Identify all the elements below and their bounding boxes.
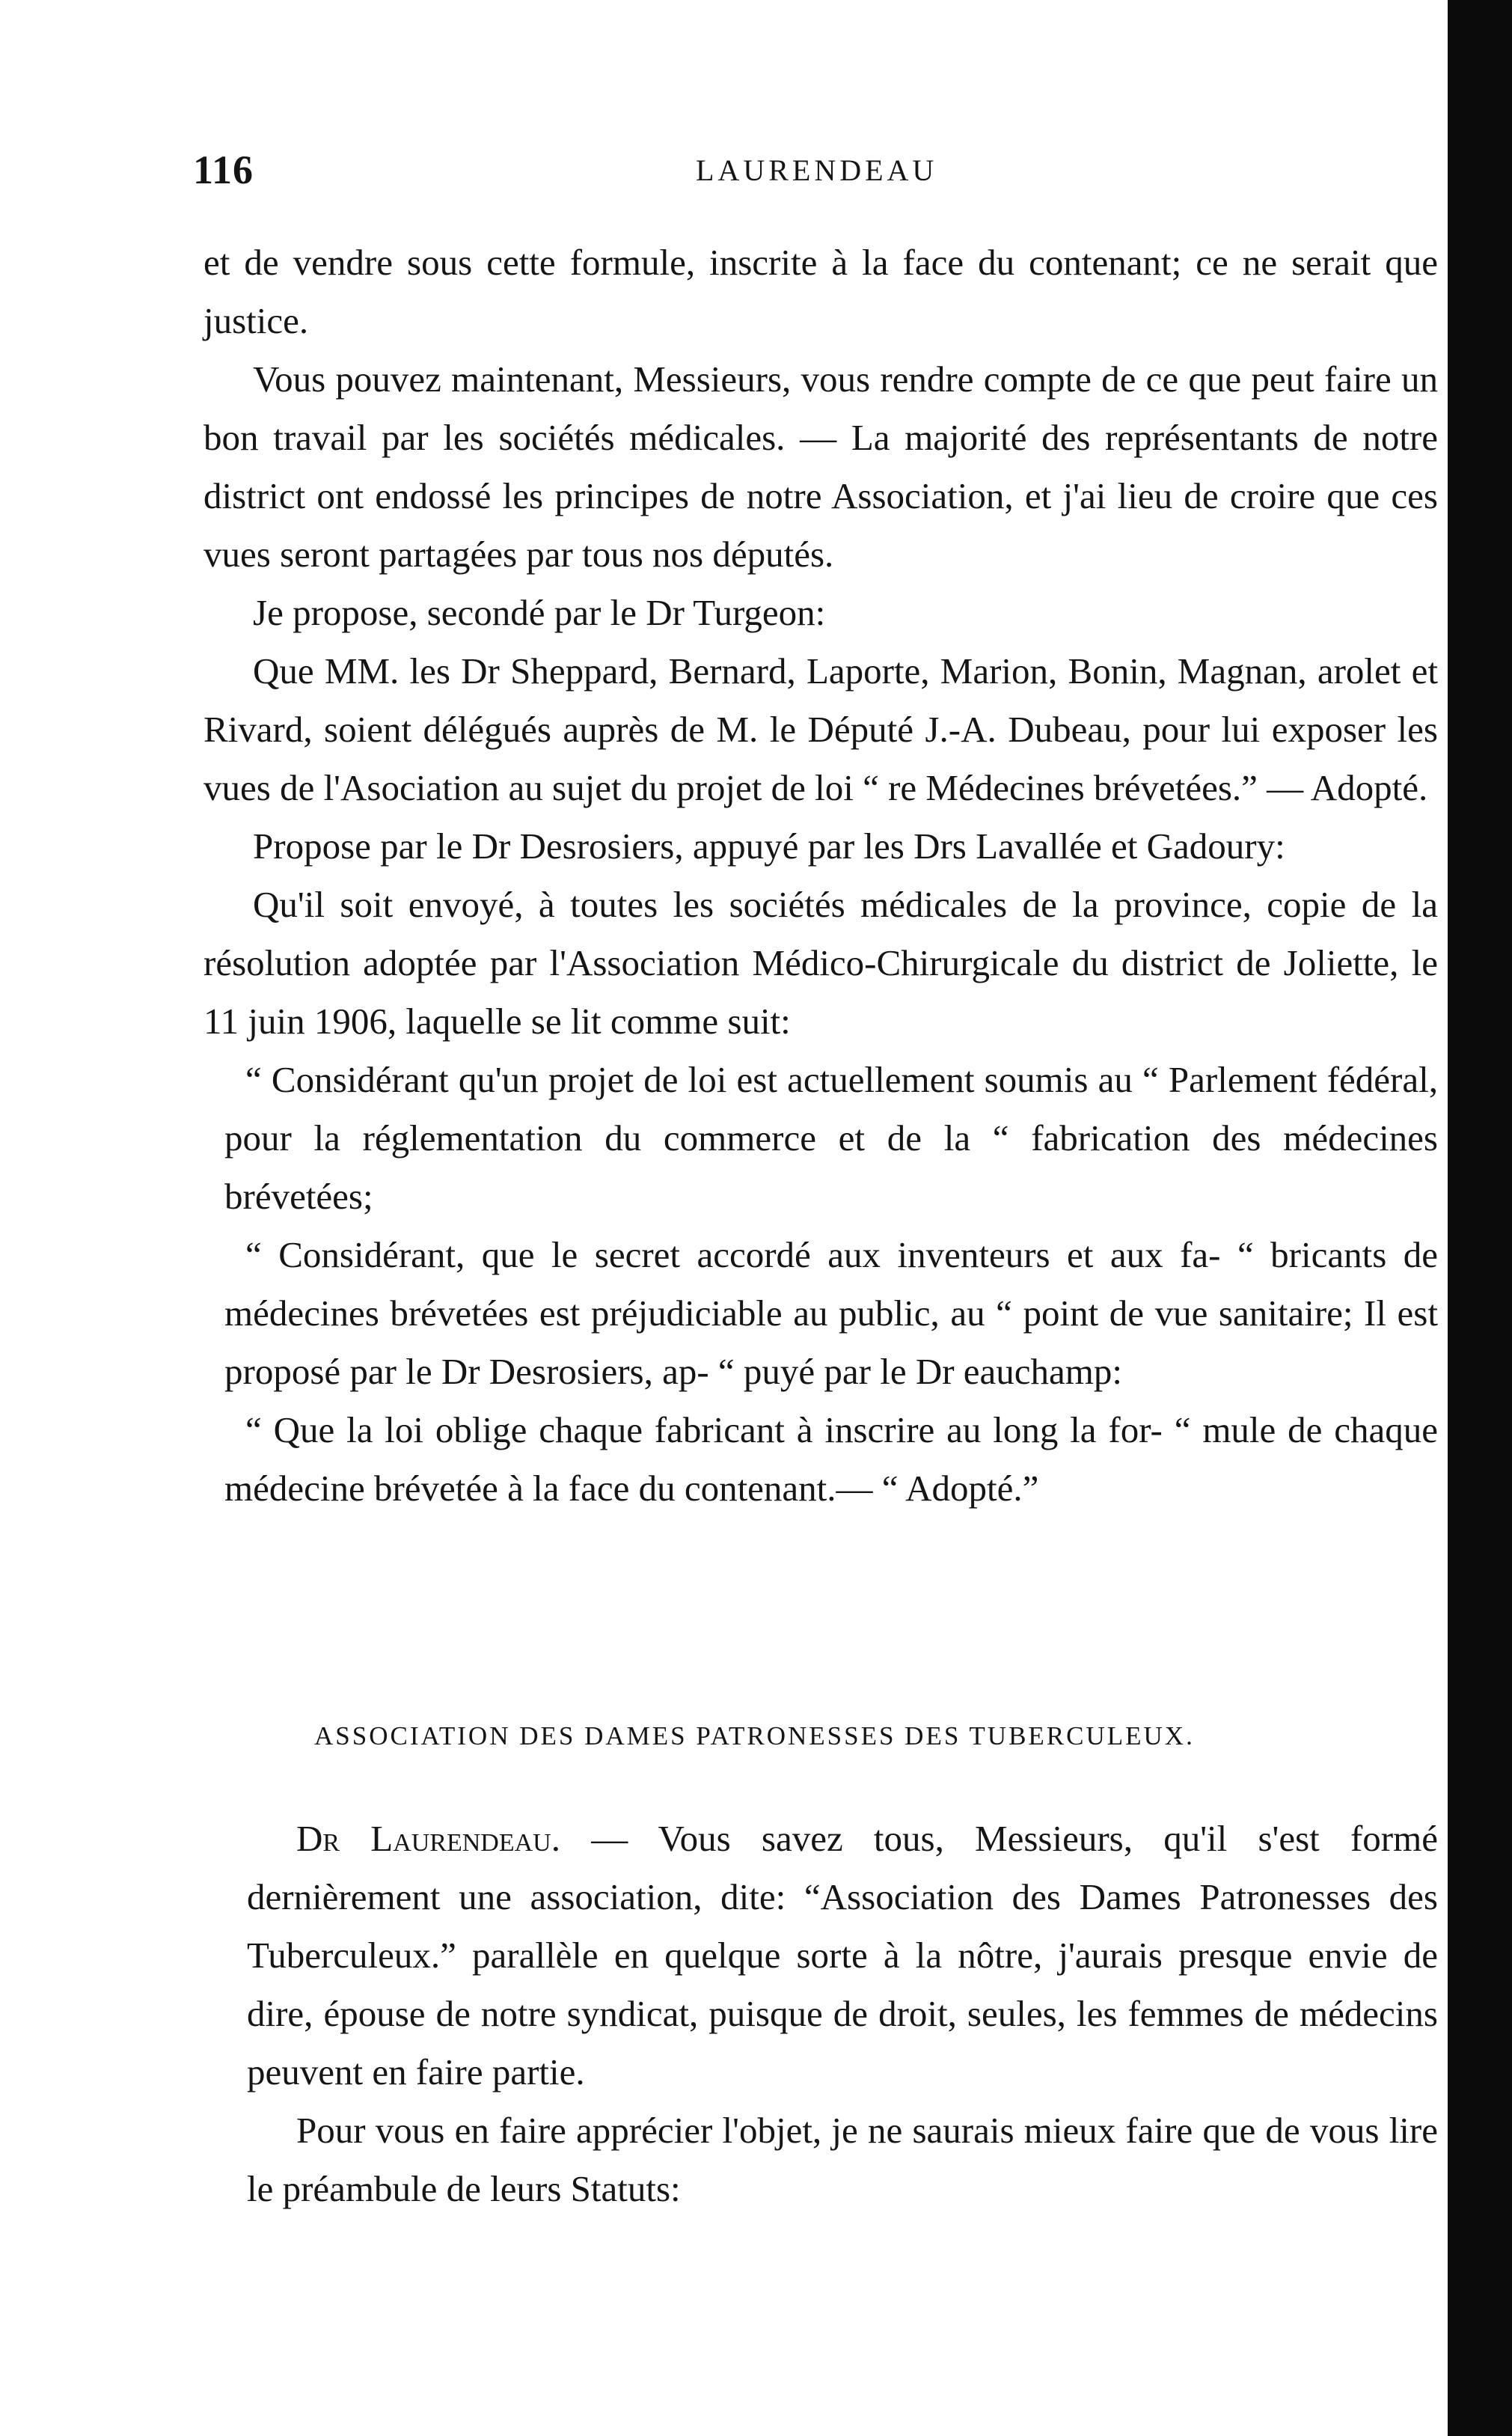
section-heading: ASSOCIATION DES DAMES PATRONESSES DES TUBERCULEUX. <box>314 1721 1195 1750</box>
paragraph-association <box>247 1810 1438 2101</box>
section-text <box>247 1810 1438 2218</box>
paragraph-messieurs: Vous pouvez maintenant, Messieurs, vous rendre compte de ce que peut faire un bon travail par les sociétés médicales. — La majorité des représentants de notre district ont endossé les principes de notre Association, et j'ai lieu de croire que ces vues seront partagées par tous nos députés. <box>203 358 1438 575</box>
page-number: 116 <box>193 147 254 192</box>
paragraph-association-text: — Vous savez tous, Messieurs, qu'il s'est formé dernièrement une association, dite: “Association des Dames Patronesses des Tuberculeux.” parallèle en quelque sorte à la nôtre, j'aurais presque envie de dire, épouse de notre syndicat, puisque de droit, seules, les femmes de médecins peuvent en faire partie. <box>247 1818 1438 2092</box>
paragraph-envoye: Qu'il soit envoyé, à toutes les sociétés médicales de la province, copie de la résolution adoptée par l'Association Médico-Chirurgicale du district de Joliette, le 11 juin 1906, laquelle se lit comme suit: <box>203 884 1438 1042</box>
running-head: LAURENDEAU <box>696 153 938 187</box>
quote-considerant-1: “ Considérant qu'un projet de loi est actuellement soumis au “ Parlement fédéral, pour la réglementation du commerce et de la “ fabrication des médecines brévetées; <box>224 1059 1438 1217</box>
paragraph-statuts: Pour vous en faire apprécier l'objet, je ne saurais mieux faire que de vous lire le préambule de leurs Statuts: <box>247 2110 1438 2209</box>
paragraph-propose: Propose par le Dr Desrosiers, appuyé par les Drs Lavallée et Gadoury: <box>253 825 1285 867</box>
paragraph-proposition: Je propose, secondé par le Dr Turgeon: <box>253 592 826 633</box>
paragraph-delegues: Que MM. les Dr Sheppard, Bernard, Laporte, Marion, Bonin, Magnan, arolet et Rivard, soient délégués auprès de M. le Député J.-A. Dubeau, pour lui exposer les vues de l'Asociation au sujet du projet de loi “ re Médecines brévetées.” — Adopté. <box>203 650 1438 808</box>
paragraph-continuation: et de vendre sous cette formule, inscrite à la face du contenant; ce ne serait que justice. <box>203 242 1438 341</box>
speaker-name: Dr Laurendeau. <box>296 1818 560 1859</box>
main-text <box>203 233 1438 1518</box>
quote-resolution: “ Que la loi oblige chaque fabricant à inscrire au long la for- “ mule de chaque médecine brévetée à la face du contenant.— “ Adopté.” <box>224 1409 1438 1509</box>
quote-considerant-2: “ Considérant, que le secret accordé aux inventeurs et aux fa- “ bricants de médecines brévetées est préjudiciable au public, au “ point de vue sanitaire; Il est proposé par le Dr Desrosiers, ap- “ puyé par le Dr eauchamp: <box>224 1234 1438 1392</box>
scan-edge-shadow <box>1448 0 1512 2436</box>
